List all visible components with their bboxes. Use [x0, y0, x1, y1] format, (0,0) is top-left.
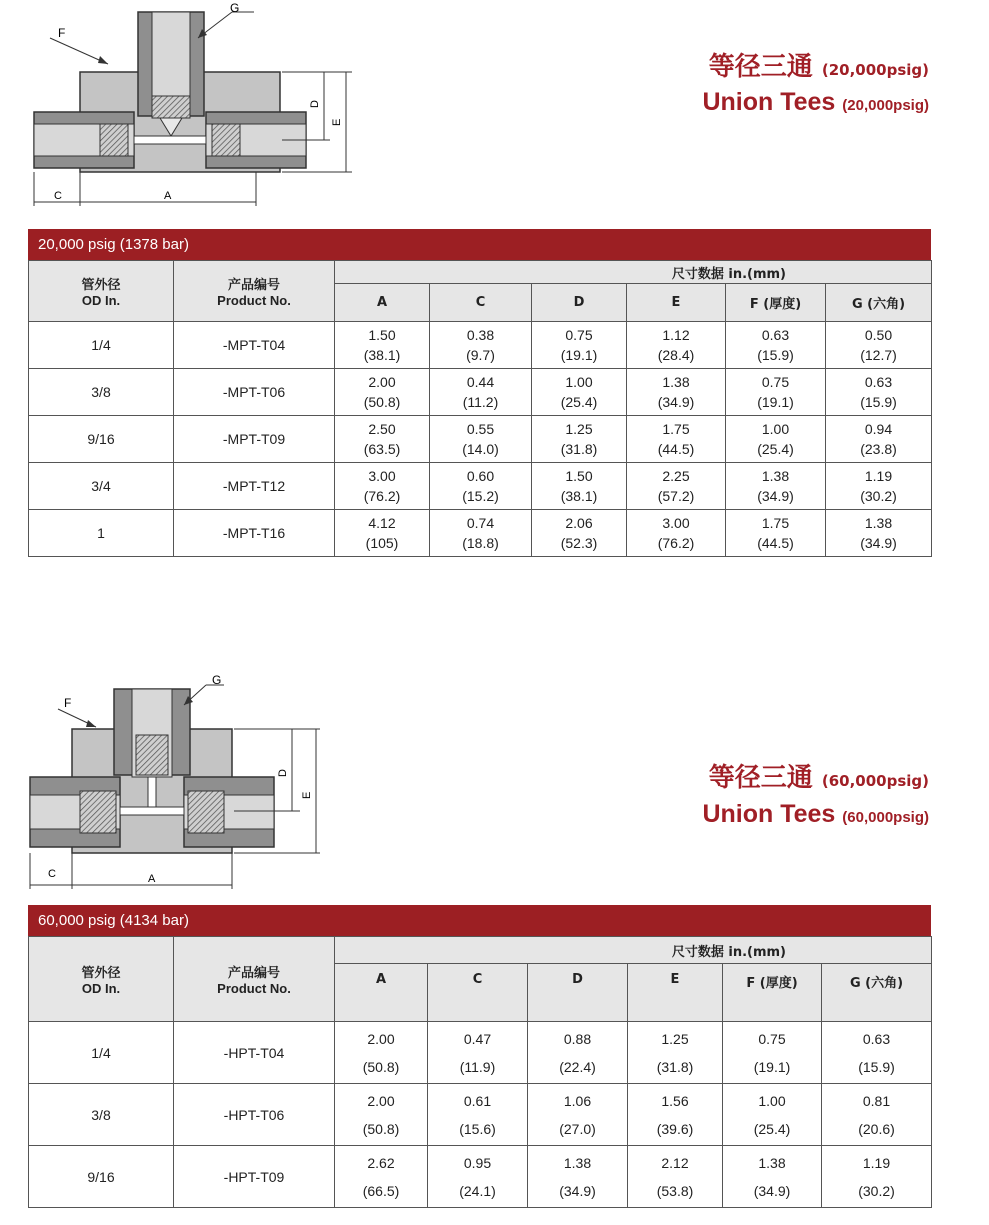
value-mm: (15.2): [462, 488, 499, 504]
value-in: 0.75: [761, 374, 790, 390]
value-cell: [822, 1146, 932, 1208]
table-row: [29, 416, 932, 463]
value-cell: [335, 510, 430, 557]
value-in: 1.75: [761, 515, 790, 531]
col-product-no: [174, 261, 335, 322]
dimensions-table: [28, 260, 932, 557]
value-cell: [430, 416, 532, 463]
value-in: 1.56: [661, 1092, 689, 1109]
value-mm: (24.1): [459, 1182, 496, 1199]
value-in: 1.50: [565, 468, 593, 484]
value-cell: [723, 1146, 822, 1208]
value-cell: [627, 463, 726, 510]
value-cell: [430, 463, 532, 510]
table-row: [29, 1084, 932, 1146]
od-cell: 9/16: [29, 416, 174, 463]
value-in: 0.44: [466, 374, 495, 390]
value-mm: (9.7): [466, 347, 495, 363]
value-in: 0.55: [466, 421, 495, 437]
value-mm: (66.5): [362, 1182, 400, 1199]
value-cell: [628, 1084, 723, 1146]
value-in: 3.00: [662, 515, 690, 531]
value-mm: (25.4): [753, 1120, 791, 1137]
value-mm: (25.4): [757, 441, 794, 457]
col-header-2: D: [528, 964, 628, 1022]
value-mm: (14.0): [462, 441, 499, 457]
table-row: [29, 1146, 932, 1208]
value-mm: (19.1): [753, 1058, 791, 1075]
value-cell: [726, 369, 826, 416]
value-cell: [532, 416, 627, 463]
table-row: [29, 1022, 932, 1084]
value-mm: (38.1): [560, 488, 598, 504]
value-cell: [826, 322, 932, 369]
label-f: F: [58, 26, 66, 40]
value-mm: (15.9): [757, 347, 794, 363]
value-mm: (27.0): [559, 1120, 596, 1137]
od-cn: 管外径: [81, 278, 121, 293]
label-c: C: [54, 190, 62, 202]
title-cn-pressure: (20,000psig): [821, 61, 929, 79]
value-mm: (39.6): [656, 1120, 694, 1137]
pn-en: Product No.: [217, 981, 291, 996]
col-header-1: C: [428, 964, 528, 1022]
value-cell: [627, 322, 726, 369]
value-in: 1.38: [662, 374, 690, 390]
value-in: 4.12: [368, 515, 396, 531]
value-in: 1.50: [368, 327, 396, 343]
spec-table-60000: [28, 905, 931, 1208]
value-cell: [627, 510, 726, 557]
value-in: 2.62: [367, 1154, 395, 1171]
pn-cn: 产品编号: [227, 966, 280, 981]
spec-table-20000: [28, 229, 931, 557]
value-cell: [723, 1084, 822, 1146]
value-in: 0.63: [864, 374, 893, 390]
value-in: 0.95: [463, 1154, 492, 1171]
value-mm: (31.8): [656, 1058, 694, 1075]
table-header-bar: 20,000 psig (1378 bar): [28, 229, 931, 260]
od-en: OD In.: [81, 981, 121, 996]
value-mm: (34.9): [657, 394, 695, 410]
value-cell: [335, 369, 430, 416]
value-mm: (53.8): [656, 1182, 694, 1199]
value-cell: [826, 416, 932, 463]
col-product-no: [174, 937, 335, 1022]
value-mm: (11.9): [459, 1058, 496, 1075]
od-cell: 3/4: [29, 463, 174, 510]
col-od: [29, 261, 174, 322]
value-cell: [430, 510, 532, 557]
value-mm: (15.9): [860, 394, 897, 410]
value-in: 2.12: [661, 1154, 689, 1171]
value-mm: (50.8): [362, 1058, 400, 1075]
value-mm: (18.8): [462, 535, 499, 551]
title-cn: [709, 46, 929, 83]
value-cell: [428, 1146, 528, 1208]
value-in: 0.88: [563, 1030, 592, 1047]
od-cell: 3/8: [29, 369, 174, 416]
value-cell: [826, 463, 932, 510]
value-in: 1.38: [758, 1154, 786, 1171]
od-cell: 9/16: [29, 1146, 174, 1208]
value-in: 1.00: [761, 421, 790, 437]
value-mm: (30.2): [860, 488, 897, 504]
col-header-3: E: [628, 964, 723, 1022]
value-in: 2.00: [367, 1030, 395, 1047]
value-cell: [335, 1146, 428, 1208]
value-mm: (50.8): [363, 394, 401, 410]
product-no-cell: -MPT-T09: [174, 416, 335, 463]
value-in: 1.00: [565, 374, 593, 390]
value-cell: [627, 416, 726, 463]
value-cell: [335, 1022, 428, 1084]
value-in: 0.47: [463, 1030, 492, 1047]
value-cell: [430, 322, 532, 369]
value-in: 0.60: [466, 468, 495, 484]
product-no-cell: -MPT-T04: [174, 322, 335, 369]
title-cn-text: 等径三通: [708, 763, 813, 793]
value-mm: (38.1): [363, 347, 401, 363]
value-mm: (34.9): [757, 488, 794, 504]
od-en: OD In.: [81, 293, 121, 308]
table-row: [29, 510, 932, 557]
value-in: 0.63: [862, 1030, 891, 1047]
value-cell: [726, 416, 826, 463]
pn-cn: 产品编号: [227, 278, 280, 293]
value-cell: [335, 322, 430, 369]
value-mm: (23.8): [860, 441, 897, 457]
value-in: 2.50: [368, 421, 396, 437]
title-en-pressure: (60,000psig): [842, 809, 929, 826]
value-mm: (19.1): [560, 347, 598, 363]
value-mm: (15.6): [459, 1120, 496, 1137]
table-row: [29, 322, 932, 369]
value-mm: (105): [365, 535, 399, 551]
value-in: 1.38: [563, 1154, 592, 1171]
value-in: 2.06: [565, 515, 593, 531]
col-dims: 尺寸数据 in.(mm): [335, 937, 932, 964]
value-mm: (11.2): [462, 394, 499, 410]
value-cell: [528, 1084, 628, 1146]
value-mm: (15.9): [858, 1058, 895, 1075]
value-cell: [532, 322, 627, 369]
value-in: 0.75: [758, 1030, 786, 1047]
value-cell: [726, 322, 826, 369]
value-cell: [532, 369, 627, 416]
col-header-0: A: [335, 964, 428, 1022]
value-in: 0.81: [862, 1092, 891, 1109]
value-in: 0.74: [466, 515, 495, 531]
product-no-cell: -MPT-T16: [174, 510, 335, 557]
title-en-text: Union Tees: [702, 800, 836, 828]
value-mm: (52.3): [560, 535, 598, 551]
value-mm: (25.4): [560, 394, 598, 410]
value-in: 2.25: [662, 468, 690, 484]
union-tee-diagram-20000: [20, 0, 360, 210]
value-cell: [428, 1022, 528, 1084]
title-en-pressure: (20,000psig): [842, 97, 929, 114]
value-cell: [726, 510, 826, 557]
pn-en: Product No.: [217, 293, 291, 308]
value-mm: (30.2): [858, 1182, 895, 1199]
value-in: 1.19: [864, 468, 893, 484]
value-cell: [628, 1022, 723, 1084]
label-f: F: [64, 696, 72, 710]
value-in: 1.38: [761, 468, 790, 484]
label-a: A: [164, 190, 172, 202]
value-cell: [826, 369, 932, 416]
value-in: 1.12: [662, 327, 690, 343]
value-cell: [532, 463, 627, 510]
value-in: 1.25: [565, 421, 593, 437]
label-a: A: [148, 873, 156, 885]
label-e: E: [331, 118, 343, 126]
product-no-cell: -MPT-T06: [174, 369, 335, 416]
value-mm: (34.9): [753, 1182, 791, 1199]
value-in: 1.25: [661, 1030, 689, 1047]
col-header-5: G (六角): [826, 284, 932, 322]
table-row: [29, 369, 932, 416]
value-in: 1.75: [662, 421, 690, 437]
value-cell: [822, 1084, 932, 1146]
value-cell: [628, 1146, 723, 1208]
value-in: 0.50: [864, 327, 893, 343]
value-cell: [528, 1022, 628, 1084]
col-header-1: C: [430, 284, 532, 322]
value-mm: (63.5): [363, 441, 401, 457]
value-in: 0.38: [466, 327, 495, 343]
value-mm: (44.5): [757, 535, 794, 551]
value-in: 0.61: [463, 1092, 492, 1109]
col-od: [29, 937, 174, 1022]
title-en: [702, 800, 929, 829]
col-header-5: G (六角): [822, 964, 932, 1022]
value-mm: (76.2): [657, 535, 695, 551]
value-in: 0.94: [864, 421, 893, 437]
value-mm: (34.9): [559, 1182, 596, 1199]
value-in: 3.00: [368, 468, 396, 484]
product-no-cell: -HPT-T04: [174, 1022, 335, 1084]
value-mm: (34.9): [860, 535, 897, 551]
od-cell: 1/4: [29, 1022, 174, 1084]
value-cell: [826, 510, 932, 557]
value-mm: (19.1): [757, 394, 794, 410]
value-in: 0.63: [761, 327, 790, 343]
product-no-cell: -MPT-T12: [174, 463, 335, 510]
value-cell: [528, 1146, 628, 1208]
label-d: D: [309, 100, 321, 108]
value-cell: [430, 369, 532, 416]
value-mm: (28.4): [657, 347, 695, 363]
value-in: 2.00: [368, 374, 396, 390]
value-cell: [726, 463, 826, 510]
value-mm: (44.5): [657, 441, 695, 457]
od-cell: 1: [29, 510, 174, 557]
product-no-cell: -HPT-T09: [174, 1146, 335, 1208]
value-cell: [335, 463, 430, 510]
od-cell: 3/8: [29, 1084, 174, 1146]
value-cell: [532, 510, 627, 557]
value-mm: (57.2): [657, 488, 695, 504]
value-mm: (12.7): [860, 347, 897, 363]
value-cell: [335, 416, 430, 463]
value-in: 2.00: [367, 1092, 395, 1109]
union-tee-diagram-60000: [20, 667, 340, 892]
col-dims: 尺寸数据 in.(mm): [335, 261, 932, 284]
col-header-2: D: [532, 284, 627, 322]
value-in: 1.38: [864, 515, 893, 531]
value-mm: (20.6): [858, 1120, 895, 1137]
title-en-text: Union Tees: [702, 88, 836, 116]
col-header-0: A: [335, 284, 430, 322]
value-mm: (22.4): [559, 1058, 596, 1075]
product-no-cell: -HPT-T06: [174, 1084, 335, 1146]
value-mm: (31.8): [560, 441, 598, 457]
value-in: 1.00: [758, 1092, 786, 1109]
label-d: D: [277, 769, 289, 777]
value-in: 1.06: [563, 1092, 592, 1109]
col-header-4: F (厚度): [726, 284, 826, 322]
title-cn: [709, 757, 929, 794]
od-cell: 1/4: [29, 322, 174, 369]
value-cell: [335, 1084, 428, 1146]
dimensions-table: [28, 936, 932, 1208]
title-en: [702, 88, 929, 117]
title-cn-pressure: (60,000psig): [821, 772, 929, 790]
col-header-4: F (厚度): [723, 964, 822, 1022]
value-cell: [822, 1022, 932, 1084]
table-row: [29, 463, 932, 510]
value-in: 0.75: [565, 327, 593, 343]
table-header-bar: 60,000 psig (4134 bar): [28, 905, 931, 936]
value-in: 1.19: [862, 1154, 891, 1171]
value-mm: (76.2): [363, 488, 401, 504]
col-header-3: E: [627, 284, 726, 322]
value-cell: [428, 1084, 528, 1146]
label-e: E: [301, 791, 313, 799]
label-g: G: [230, 1, 240, 15]
label-c: C: [48, 868, 56, 880]
od-cn: 管外径: [81, 966, 121, 981]
label-g: G: [212, 673, 222, 687]
value-mm: (50.8): [362, 1120, 400, 1137]
title-cn-text: 等径三通: [708, 52, 813, 82]
value-cell: [627, 369, 726, 416]
value-cell: [723, 1022, 822, 1084]
